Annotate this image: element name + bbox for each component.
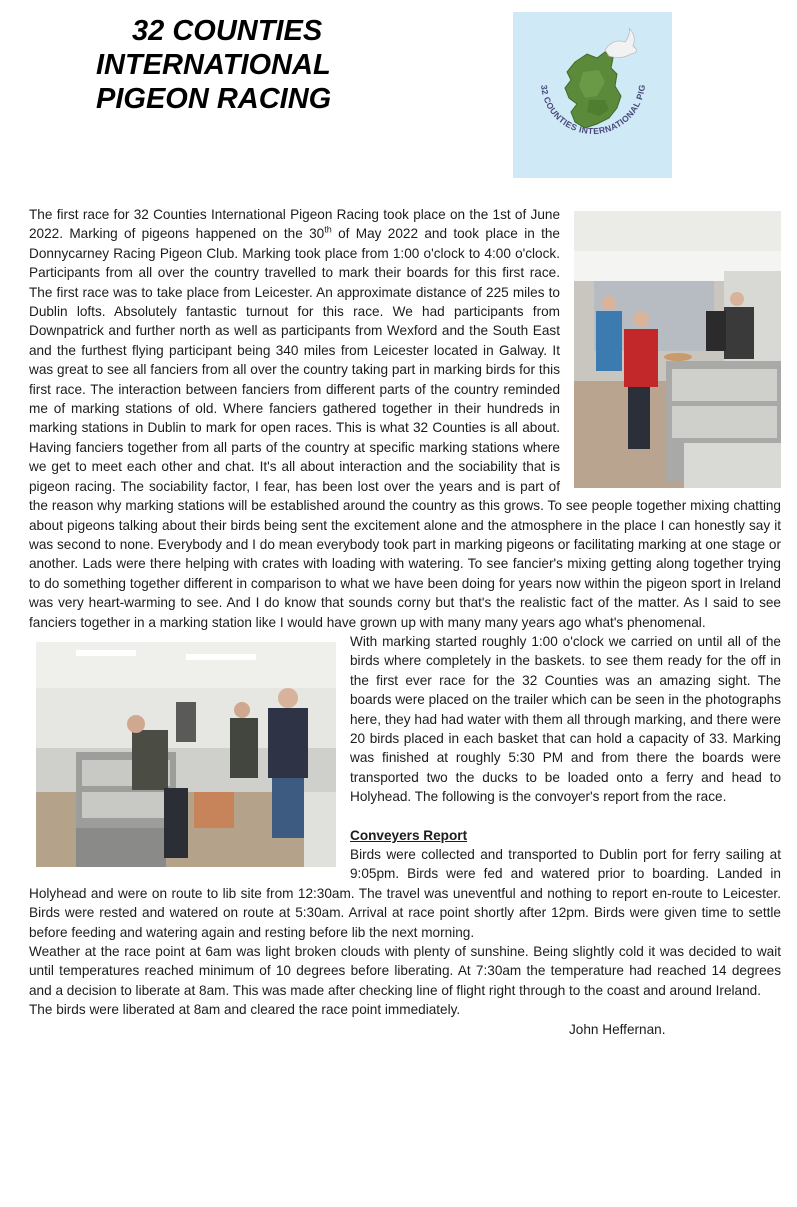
title-line-3: PIGEON RACING [96,83,332,115]
article-paragraph-3: Birds were collected and transported to Dublin port for ferry sailing at 9:05pm. Birds were fed and watered prior to boarding. Landed in Holyhead and were on route to lib site from 12:30am. The travel was uneventful and nothing to report en-route to Leicester. Birds were rested and watered on route at 5:30am. Arrival at race point shortly after 12pm. Birds were given time to settle before feeding and watering again and resting before lib the next morning. [29,847,781,940]
article-paragraph-1: The first race for 32 Counties International Pigeon Racing took place on the 1st of June 2022. Marking of pigeons happened on the 30th of May 2022 and took place in the Donnycarney Racing Pigeon Club. Marking took place from 1:00 o'clock to 4:00 o'clock. Participants from all over the country travelled to mark their boards for this first race. The first race was to take place from Leicester. An approximate distance of 225 miles to Dublin lofts. Absolutely fantastic turnout for this race. We had participants from Downpatrick and further north as well as participants from Wexford and the South East and the furthest flying participant being 340 miles from Leicester located in Galway. It was great to see all fanciers from all over the country taking part in marking birds for this first race. The interaction between fanciers from different parts of the country reminded me of marking stations of old. Where fanciers gathered together in their hundreds in marking stations in Dublin to mark for open races. This is what 32 Counties is all about. Having fanciers together from all parts of the country at specific marking stations where we get to meet each other and chat. It's all about interaction and the sociability that is pigeon racing. The sociability factor, I fear, has been lost over the years and is part of the reason why marking stations will be established around the country as this grows. To see people together mixing chatting about pigeons talking about their birds being sent the excitement alone and the atmosphere in the place I can honestly say it was second to none. Everybody and I do mean everybody took part in marking pigeons or facilitating marking at one stage or another. Lads were there helping with crates with loading with watering. To see fancier's mixing getting along together trying to do something together different in comparison to what we have been doing for years now within the pigeon sport in Ireland was very heart-warming to see. And I do know that sounds corny but that's the realistic fact of the matter. As I said to see fanciers together in a marking station like I would have grown up with many many years ago what's phenomenal. [29,207,781,630]
title-line-1: 32 COUNTIES [132,15,323,47]
article-body [29,205,781,1039]
marking-station-photo-1 [574,211,781,488]
article-paragraph-4: Weather at the race point at 6am was light broken clouds with plenty of sunshine. Being slightly cold it was decided to wait until temperatures reached minimum of 10 degrees before liberating. At 7:30am the temperature had reached 14 degrees and a decision to liberate at 8am. This was made after checking line of flight right through to the coast and around Ireland. [29,944,781,998]
page-title [96,14,396,116]
title-line-2: INTERNATIONAL [96,49,331,81]
article-paragraph-5: The birds were liberated at 8am and cleared the race point immediately. [29,1002,461,1018]
article-paragraph-2: With marking started roughly 1:00 o'clock we carried on until all of the birds where completely in the baskets. to see them ready for the off in the first ever race for the 32 Counties was an amazing sight. The boards were placed on the trailer which can be seen in the photographs here, they had had water with them all through marking, and there were 20 birds placed in each basket that can hold a capacity of 33. Marking was finished at roughly 5:30 PM and from there the boards were transported two the ducks to be loaded onto a ferry and head to Holyhead. The following is the convoyer's report from the race. [350,633,781,805]
marking-station-photo-2 [36,642,336,867]
club-logo [513,12,672,178]
report-heading: Conveyers Report [350,827,468,843]
ireland-map-with-pigeon-icon [513,12,672,178]
logo-circle-text: 32 COUNTIES INTERNATIONAL PIG [539,83,648,137]
author-signature: John Heffernan. [569,1021,666,1037]
